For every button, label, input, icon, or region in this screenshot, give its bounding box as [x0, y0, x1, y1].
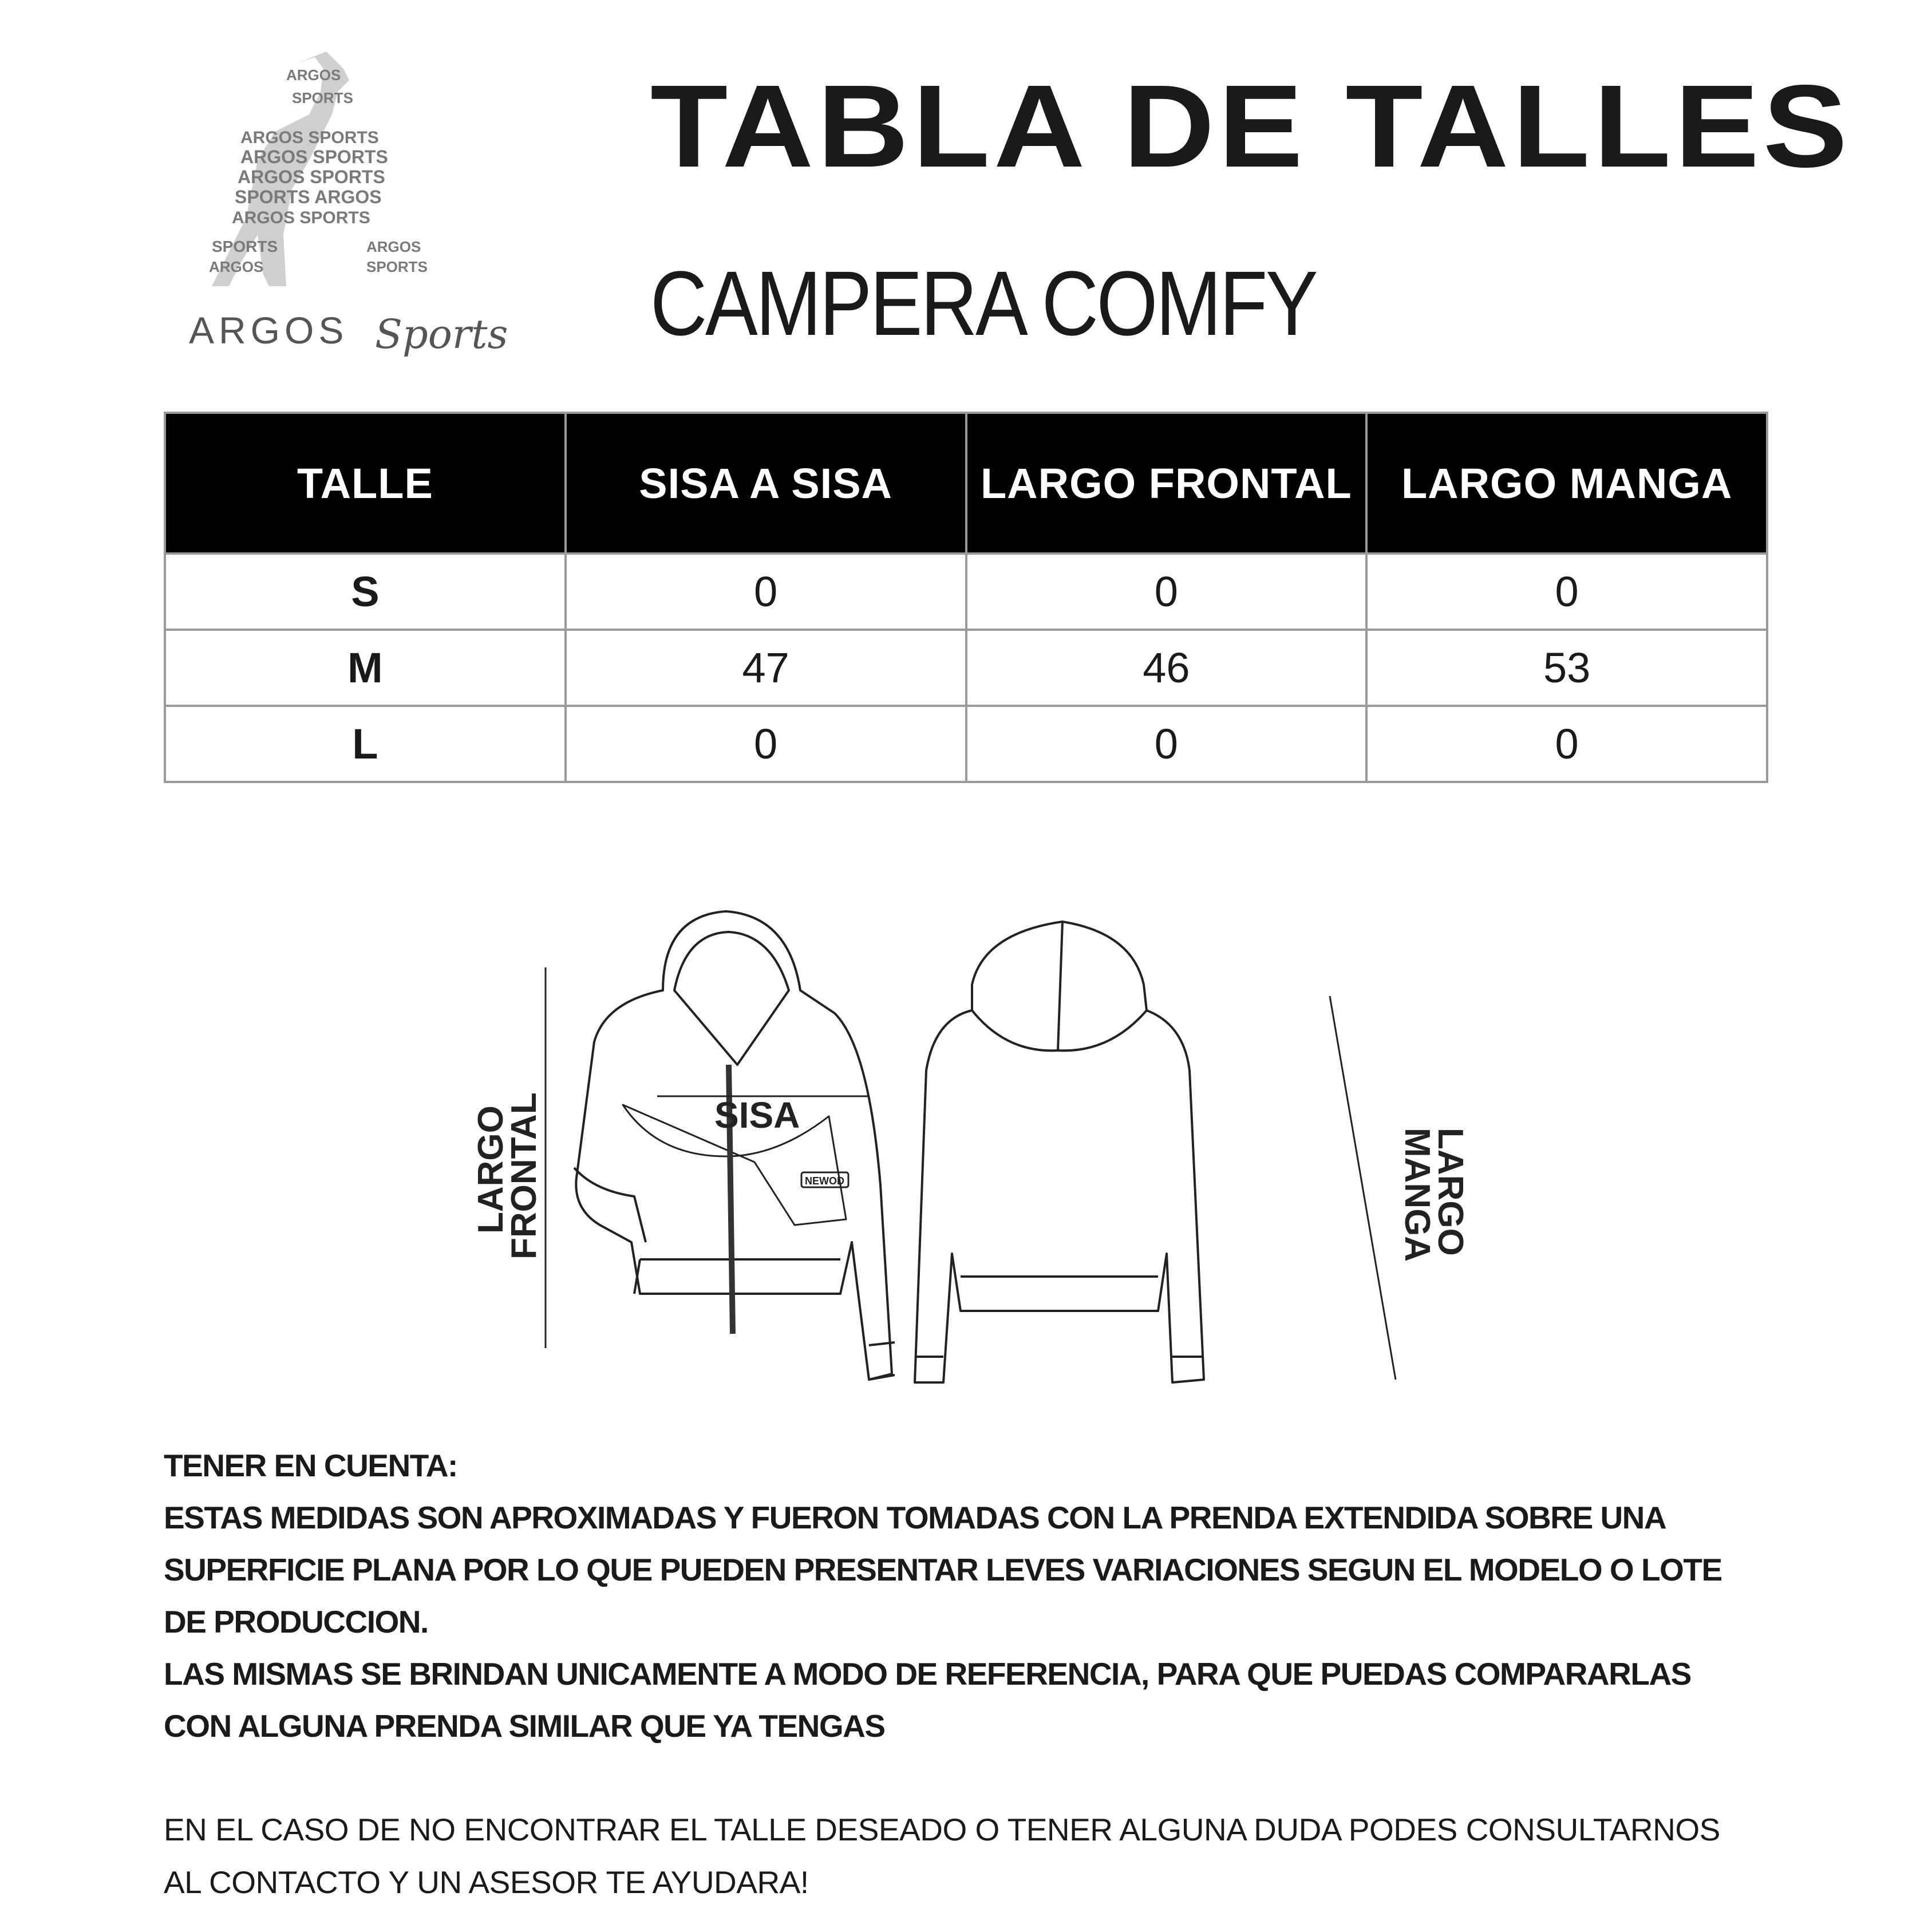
contact-note — [164, 1803, 1778, 1909]
svg-text:ARGOS: ARGOS — [209, 258, 264, 275]
size-cell: L — [165, 706, 566, 782]
value-cell: 0 — [966, 554, 1367, 630]
sisa-label: SISA — [714, 1095, 800, 1136]
value-cell: 0 — [566, 706, 966, 782]
product-name: CAMPERA COMFY — [650, 252, 1317, 354]
svg-text:SPORTS: SPORTS — [366, 258, 428, 275]
table-row — [165, 706, 1767, 782]
svg-text:ARGOS SPORTS: ARGOS SPORTS — [232, 208, 370, 227]
notes-line: ESTAS MEDIDAS SON APROXIMADAS Y FUERON TOMADAS CON LA PRENDA EXTENDIDA SOBRE UNA — [164, 1500, 1666, 1535]
svg-text:SPORTS: SPORTS — [212, 238, 278, 255]
size-cell: S — [165, 554, 566, 630]
notes-line: SUPERFICIE PLANA POR LO QUE PUEDEN PRESENTAR LEVES VARIACIONES SEGUN EL MODELO O LOTE — [164, 1552, 1722, 1587]
svg-text:ARGOS SPORTS: ARGOS SPORTS — [238, 167, 385, 187]
notes-line: LAS MISMAS SE BRINDAN UNICAMENTE A MODO DE REFERENCIA, PARA QUE PUEDAS COMPARARLAS — [164, 1656, 1691, 1692]
largo-frontal-label-1: LARGO — [471, 1105, 511, 1234]
svg-text:ARGOS: ARGOS — [286, 66, 341, 84]
value-cell: 46 — [966, 630, 1367, 706]
column-header: TALLE — [165, 413, 566, 554]
notes-line: DE PRODUCCION. — [164, 1604, 428, 1639]
page-title: TABLA DE TALLES — [650, 61, 1851, 192]
svg-text:ARGOS: ARGOS — [366, 238, 421, 255]
column-header: LARGO MANGA — [1366, 413, 1767, 554]
largo-manga-label-2: MANGA — [1397, 1128, 1437, 1262]
value-cell: 53 — [1366, 630, 1767, 706]
value-cell: 0 — [566, 554, 966, 630]
footer-line: EN EL CASO DE NO ENCONTRAR EL TALLE DESEADO O TENER ALGUNA DUDA PODES CONSULTARNOS — [164, 1812, 1720, 1847]
table-row — [165, 630, 1767, 706]
largo-manga-label-1: LARGO — [1431, 1128, 1470, 1256]
column-header: SISA A SISA — [566, 413, 966, 554]
diagram-tag-text: NEWOD — [805, 1175, 844, 1187]
table-header-row — [165, 413, 1767, 554]
notes-line: CON ALGUNA PRENDA SIMILAR QUE YA TENGAS — [164, 1708, 885, 1744]
argos-sports-logo — [177, 46, 532, 366]
table-row — [165, 554, 1767, 630]
notes-block — [164, 1440, 1778, 1752]
value-cell: 0 — [1366, 554, 1767, 630]
value-cell: 47 — [566, 630, 966, 706]
svg-text:ARGOS SPORTS: ARGOS SPORTS — [240, 147, 388, 167]
svg-text:Sports: Sports — [375, 311, 508, 358]
svg-text:ARGOS SPORTS: ARGOS SPORTS — [240, 128, 379, 147]
svg-text:SPORTS: SPORTS — [292, 89, 353, 106]
largo-frontal-label-2: FRONTAL — [504, 1092, 544, 1259]
value-cell: 0 — [1366, 706, 1767, 782]
garment-diagram — [468, 899, 1470, 1414]
size-cell: M — [165, 630, 566, 706]
svg-text:SPORTS ARGOS: SPORTS ARGOS — [235, 187, 382, 207]
logo-wordmark: ARGOS — [189, 309, 349, 351]
notes-heading: TENER EN CUENTA: — [164, 1448, 457, 1483]
footer-line: AL CONTACTO Y UN ASESOR TE AYUDARA! — [164, 1864, 809, 1900]
size-table — [164, 412, 1768, 783]
value-cell: 0 — [966, 706, 1367, 782]
column-header: LARGO FRONTAL — [966, 413, 1367, 554]
